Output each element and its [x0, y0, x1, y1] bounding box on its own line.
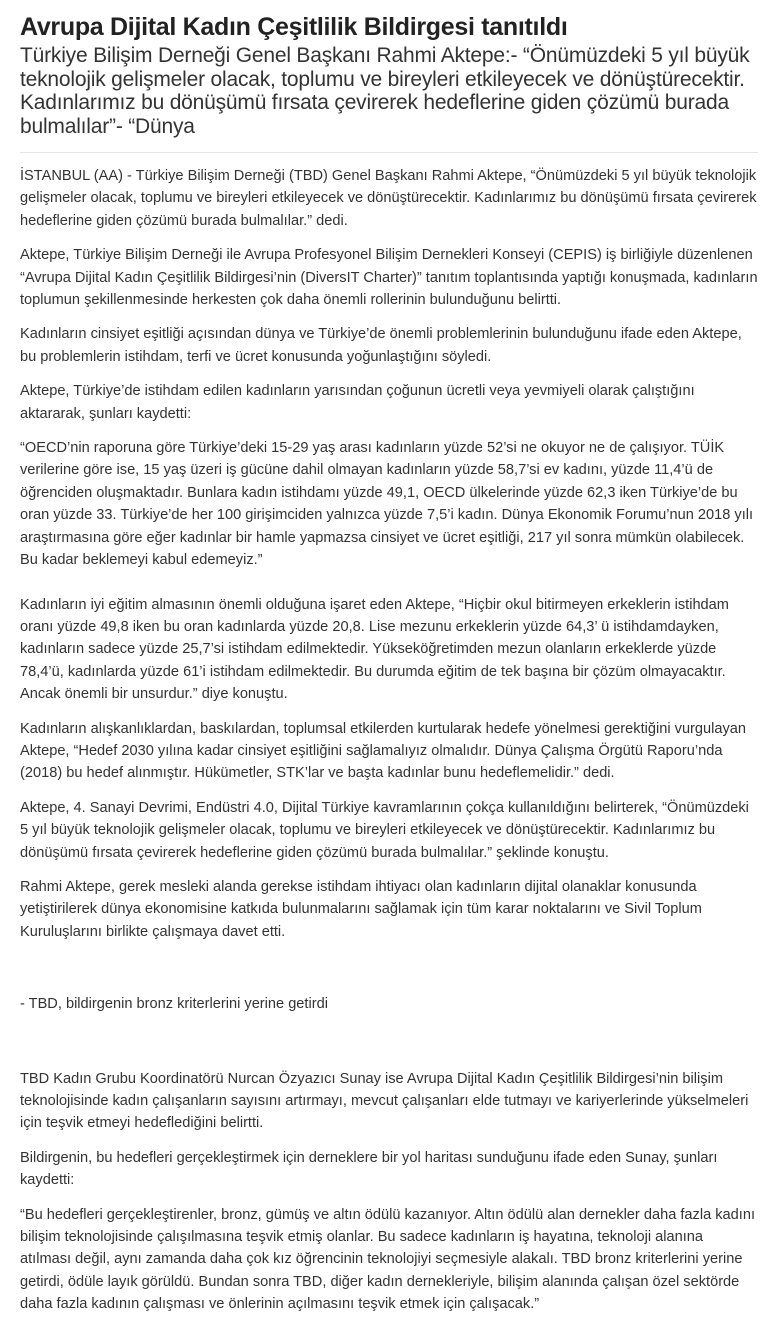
article-paragraph: Kadınların cinsiyet eşitliği açısından dünya ve Türkiye’de önemli problemlerinin bulunduğunu ifade eden Aktepe, bu problemlerin istihdam, terfi ve ücret konusunda yoğunlaştığını söyledi. — [20, 326, 742, 365]
article-paragraph: Rahmi Aktepe, gerek mesleki alanda gerekse istihdam ihtiyacı olan kadınların dijital olanaklar konusunda yetiştirilerek dünya ekonomisine katkıda bulunmalarını sağlamak için tüm karar noktalarını ve Sivil Toplum Kuruluşlarını birlikte çalışmaya davet etti. — [20, 878, 702, 940]
article-subheading: - TBD, bildirgenin bronz kriterlerini yerine getirdi — [20, 996, 328, 1013]
article-paragraph: İSTANBUL (AA) - Türkiye Bilişim Derneği (TBD) Genel Başkanı Rahmi Aktepe, “Önümüzdeki 5 yıl büyük teknolojik gelişmeler olacak, toplumu ve bireyleri etkileyecek ve dönüştürecektir. Kadınlarımız bu dönüşümü fırsata çevirerek hedeflerine giden çözümü burada bulmalılar.” dedi. — [20, 168, 757, 229]
article-paragraph: Aktepe, Türkiye Bilişim Derneği ile Avrupa Profesyonel Bilişim Dernekleri Konseyi (CEPIS) iş birliğiyle düzenlenen “Avrupa Dijital Kadın Çeşitlilik Bildirgesi’nin (DiversIT Charter)” tanıtım toplantısında yaptığı konuşmada, kadınların toplumun şekillenmesinde herkesten çok daha önemli rollerinin bulunduğunu belirtti. — [20, 247, 758, 309]
article-paragraph: TBD Kadın Grubu Koordinatörü Nurcan Özyazıcı Sunay ise Avrupa Dijital Kadın Çeşitlilik Bildirgesi’nin bilişim teknolojisinde kadın çalışanların sayısını artırmayı, mevcut çalışanları elde tutmayı ve kariyerlerinde yükselmeleri için teşvik etmeyi hedeflediğini belirtti. — [20, 1070, 749, 1132]
article-paragraph: Kadınların iyi eğitim almasının önemli olduğuna işaret eden Aktepe, “Hiçbir okul bitirmeyen erkeklerin istihdam oranı yüzde 49,8 iken bu oran kadınlarda yüzde 20,8. Lise mezunu erkeklerin yüzde 64,3’ ü istihdamdayken, kadınların sadece yüzde 25,7’si istihdam edilmektedir. Yükseköğretimden mezun olanların erkeklerde yüzde 78,4’ü, kadınlarda yüzde 61’i istihdam edilmektedir. Bu durumda eğitim de tek başına bir çözüm olmayacaktır. Ancak önemli bir unsurdur.” diye konuştu. — [20, 596, 729, 703]
article-paragraph: Aktepe, Türkiye’de istihdam edilen kadınların yarısından çoğunun ücretli veya yevmiyeli olarak çalıştığını aktararak, şunları kaydetti: — [20, 383, 695, 422]
article-paragraph: Aktepe, 4. Sanayi Devrimi, Endüstri 4.0, Dijital Türkiye kavramlarının çokça kullanıldığını belirterek, “Önümüzdeki 5 yıl büyük teknolojik gelişmeler olacak, toplumu ve bireyleri etkileyecek ve dönüştürecektir. Kadınlarımız bu dönüşümü fırsata çevirerek hedeflerine giden çözümü burada bulmalılar.” şeklinde konuştu. — [20, 799, 749, 861]
article-title: Avrupa Dijital Kadın Çeşitlilik Bildirgesi tanıtıldı — [20, 13, 568, 41]
article-paragraph: Kadınların alışkanlıklardan, baskılardan, toplumsal etkilerden kurtularak hedefe yönelmesi gerektiğini vurgulayan Aktepe, “Hedef 2030 yılına kadar cinsiyet eşitliğini sağlamalıyız olmalıdır. Dünya Çalışma Örgütü Raporu’nda (2018) bu hedef alınmıştır. Hükümetler, STK’lar ve başta kadınlar bunu hedeflemelidir.” dedi. — [20, 720, 747, 782]
article-quote: “OECD’nin raporuna göre Türkiye’deki 15-29 yaş arası kadınların yüzde 52’si ne okuyor ne de çalışıyor. TÜİK verilerine göre ise, 15 yaş üzeri iş gücüne dahil olmayan kadınların yüzde 58,7’si ev kadını, yüzde 11,4’ü de öğrenciden oluşmaktadır. Bunlara kadın istihdamı yüzde 49,1, OECD ülkelerinde yüzde 62,3 iken Türkiye’de bu oran yüzde 33. Türkiye’de her 100 girişimciden yalnızca yüzde 7,5’i kadın. Dünya Ekonomik Forumu’nun 2018 yılı araştırmasına göre eğer kadınlar bir hamle yapmazsa cinsiyet ve ücret eşitliği, 217 yıl sonra mümkün olabilecek. Bu kadar beklemeyi kabul edemeyiz.” — [20, 440, 754, 569]
header-divider — [20, 152, 758, 153]
article-body — [20, 165, 756, 1316]
article-summary: Türkiye Bilişim Derneği Genel Başkanı Rahmi Aktepe:- “Önümüzdeki 5 yıl büyük teknolojik gelişmeler olacak, toplumu ve bireyleri etkileyecek ve dönüştürecektir. Kadınlarımız bu dönüşümü fırsata çevirerek hedeflerine giden çözümü burada bulmalılar”- “Dünya — [20, 44, 750, 138]
article-paragraph: Bildirgenin, bu hedefleri gerçekleştirmek için derneklere bir yol haritası sunduğunu ifade eden Sunay, şunları kaydetti: — [20, 1149, 718, 1189]
article-quote: “Bu hedefleri gerçekleştirenler, bronz, gümüş ve altın ödülü kazanıyor. Altın ödülü alan dernekler daha fazla kadını bilişim teknolojisinde çalışılmasına teşvik etmiş olanlar. Bu sadece kadınların iş hayatına, teknoloji alanına atılması değil, aynı zamanda daha çok kız öğrencinin teknolojiyi seçmesiyle alakalı. TBD bronz kriterlerini yerine getirdi, ödüle layık görüldü. Bundan sonra TBD, diğer kadın dernekleriyle, bilişim alanında çalışan özel sektörde daha fazla kadının çalışması ve önlerinin açılmasını teşvik etmek için çalışacak.” — [20, 1206, 755, 1313]
